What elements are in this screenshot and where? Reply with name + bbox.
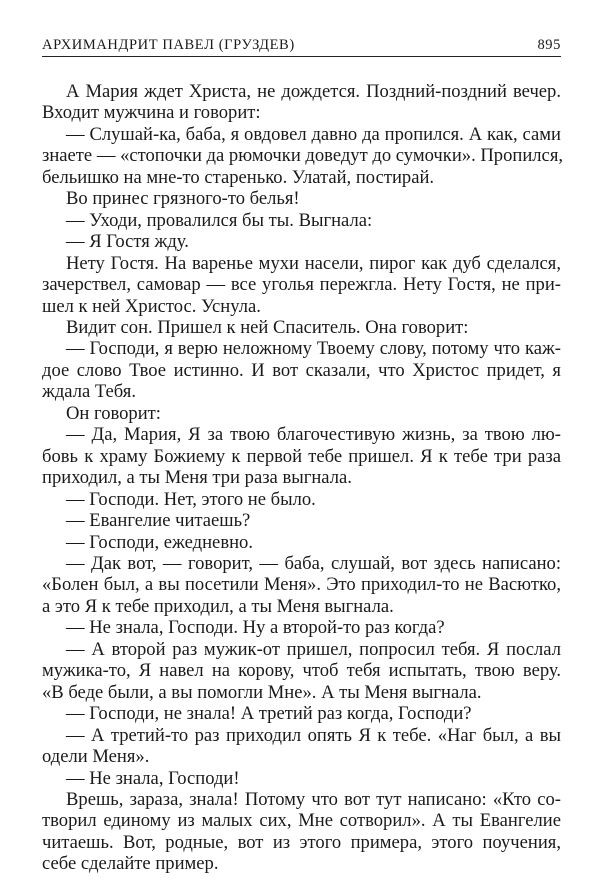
text-line: одели Меня». — [42, 746, 150, 768]
paragraph — [42, 123, 564, 188]
paragraph — [42, 253, 561, 317]
text-line: ждала Тебя. — [42, 381, 137, 403]
running-header — [42, 35, 561, 57]
paragraph — [42, 703, 561, 724]
text-line: — Да, Мария, Я за твою благочестивую жизнь, за твою лю- — [66, 424, 561, 446]
text-line: зачерствел, самовар — все уголья пережгла. Нету Гостя, не при- — [42, 274, 561, 296]
text-line: — А третий-то раз приходил опять Я к тебе. «Наг был, а вы — [66, 724, 561, 746]
paragraph — [42, 639, 561, 703]
text-line: бовь к храму Божиему к первой тебе пришел. Я к тебе три раза — [42, 445, 561, 467]
paragraph — [42, 317, 561, 338]
text-line: а это Я к тебе приходил, а ты Меня выгнала. — [42, 595, 394, 617]
text-line: — Уходи, провалился бы ты. Выгнала: — [66, 209, 373, 231]
text-line: — Господи, не знала! А третий раз когда, Господи? — [66, 703, 472, 725]
text-line: «В беде были, а вы помогли Мне». А ты Меня выгнала. — [42, 681, 482, 703]
paragraph — [42, 789, 561, 875]
text-line: бельишко на мне-то старенько. Улатай, постирай. — [42, 166, 435, 188]
running-title: АРХИМАНДРИТ ПАВЕЛ (ГРУЗДЕВ) — [42, 37, 295, 53]
page-number: 895 — [537, 37, 561, 53]
text-line: — Дак вот, — говорит, — баба, слушай, вот здесь написано: — [66, 552, 561, 574]
text-line: Во принес грязного-то белья! — [66, 188, 300, 210]
text-line: приходил, а ты Меня три раза выгнала. — [42, 467, 352, 489]
paragraph — [42, 188, 561, 209]
text-line: Врешь, зараза, знала! Потому что вот тут написано: «Кто со- — [66, 788, 561, 810]
paragraph — [42, 210, 561, 231]
text-line: — Я Гостя жду. — [66, 231, 189, 253]
text-line: — Господи, ежедневно. — [66, 531, 253, 553]
text-line: читаешь. Вот, родные, вот из этого примера, этого поучения, — [42, 831, 561, 853]
paragraph — [42, 403, 561, 424]
text-line: шел к ней Христос. Уснула. — [42, 295, 261, 317]
text-line: — Господи, я верю неложному Твоему слову, потому что каж- — [66, 338, 561, 360]
page-body-text — [42, 81, 564, 875]
text-line: себе сделайте пример. — [42, 853, 219, 875]
text-line: Видит сон. Пришел к ней Спаситель. Она говорит: — [66, 316, 469, 338]
text-line: — Евангелие читаешь? — [66, 510, 251, 532]
paragraph — [42, 338, 561, 402]
text-line: — Слушай-ка, баба, я овдовел давно да пропился. А как, сами — [66, 123, 561, 145]
text-line: А Мария ждет Христа, не дождется. Поздний-поздний вечер. — [66, 81, 561, 102]
paragraph — [42, 617, 561, 638]
text-line: дое слово Твое истинно. И вот сказали, что Христос придет, я — [42, 359, 561, 381]
text-line: Входит мужчина и говорит: — [42, 102, 261, 124]
paragraph — [42, 81, 561, 124]
paragraph — [42, 424, 561, 488]
paragraph — [42, 768, 561, 789]
paragraph — [42, 231, 561, 252]
text-line: Он говорит: — [66, 402, 161, 424]
text-line: творил единому из малых сих, Мне сотворил». А ты Евангелие — [42, 810, 561, 832]
text-line: — Не знала, Господи! — [66, 767, 240, 789]
paragraph — [42, 532, 561, 553]
paragraph — [42, 489, 561, 510]
text-line: знаете — «стопочки да рюмочки доведут до сумочки». Пропился, — [42, 145, 564, 167]
text-line: мужика-то, Я навел на корову, чтоб тебя испытать, твою веру. — [42, 660, 561, 682]
paragraph — [42, 553, 561, 617]
text-line: — Господи. Нет, этого не было. — [66, 488, 316, 510]
text-line: — Не знала, Господи. Ну а второй-то раз когда? — [66, 617, 445, 639]
text-line: Нету Гостя. На варенье мухи насели, пирог как дуб сделался, — [66, 252, 561, 274]
text-line: — А второй раз мужик-от пришел, попросил тебя. Я послал — [66, 638, 561, 660]
paragraph — [42, 510, 561, 531]
text-line: «Болен был, а вы посетили Меня». Это приходил-то не Васютко, — [42, 574, 561, 596]
paragraph — [42, 725, 561, 768]
